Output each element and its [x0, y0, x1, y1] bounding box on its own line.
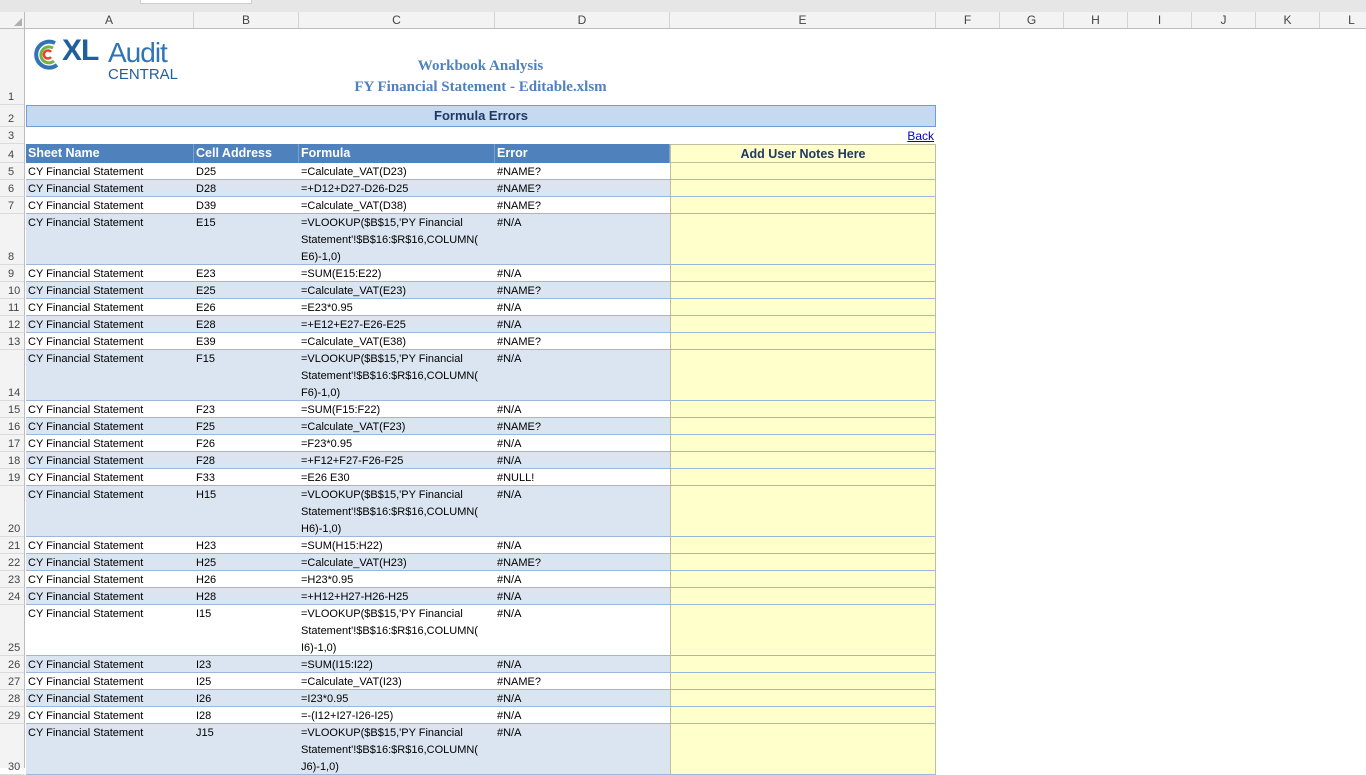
cell-sheet-name[interactable]: CY Financial Statement: [28, 472, 144, 484]
row-number: 5: [8, 166, 15, 178]
cell-formula[interactable]: [299, 554, 495, 570]
cell-error[interactable]: #N/A: [497, 489, 522, 501]
logo-audit-text: Audit: [108, 37, 167, 68]
formula-line: Statement'!$B$16:$R$16,COLUMN(: [301, 744, 478, 756]
formula-line: =+H12+H27-H26-H25: [301, 591, 409, 603]
cell-user-notes[interactable]: [670, 673, 936, 689]
formula-line: =Calculate_VAT(I23): [301, 676, 402, 688]
cell-address[interactable]: F23: [196, 404, 215, 416]
cell-address[interactable]: D25: [196, 166, 217, 178]
cell-formula[interactable]: [299, 180, 495, 196]
formula-line: J6)-1,0): [301, 761, 339, 773]
cell-user-notes[interactable]: [670, 333, 936, 349]
formula-line: =Calculate_VAT(E38): [301, 336, 407, 348]
cell-error[interactable]: #N/A: [497, 319, 522, 331]
cell-error[interactable]: #NAME?: [497, 421, 542, 433]
cell-formula[interactable]: [299, 605, 495, 655]
formula-line: =Calculate_VAT(F23): [301, 421, 406, 433]
cell-formula[interactable]: [299, 350, 495, 400]
formula-line: =VLOOKUP($B$15,'PY Financial: [301, 608, 463, 620]
cell-error[interactable]: #N/A: [497, 591, 522, 603]
table-row: [26, 435, 936, 452]
formula-line: =+E12+E27-E26-E25: [301, 319, 406, 331]
cell-sheet-name[interactable]: CY Financial Statement: [28, 404, 144, 416]
row-number: 4: [8, 149, 15, 161]
row-header[interactable]: [0, 452, 24, 469]
cell-formula[interactable]: [299, 265, 495, 281]
row-header[interactable]: [0, 144, 24, 163]
cell-error[interactable]: #NAME?: [497, 166, 542, 178]
cell-address[interactable]: E39: [196, 336, 216, 348]
cell-sheet-name[interactable]: CY Financial Statement: [28, 285, 144, 297]
row-number: 1: [8, 91, 15, 103]
table-row: [26, 486, 936, 537]
cell-error[interactable]: #NAME?: [497, 676, 542, 688]
cell-formula[interactable]: [299, 418, 495, 434]
column-header-e[interactable]: E: [670, 12, 936, 28]
cell-error[interactable]: #N/A: [497, 574, 522, 586]
cell-error[interactable]: #N/A: [497, 659, 522, 671]
cell-user-notes[interactable]: [670, 282, 936, 298]
row-number: 8: [8, 251, 15, 263]
cell-address[interactable]: H28: [196, 591, 217, 603]
cell-user-notes[interactable]: [670, 656, 936, 672]
formula-line: =Calculate_VAT(H23): [301, 557, 407, 569]
cell-user-notes[interactable]: [670, 571, 936, 587]
column-header-k[interactable]: K: [1256, 12, 1320, 28]
formula-line: F6)-1,0): [301, 387, 341, 399]
cell-error[interactable]: #N/A: [497, 455, 522, 467]
formula-line: E6)-1,0): [301, 251, 341, 263]
cell-user-notes[interactable]: [670, 197, 936, 213]
cell-address[interactable]: J15: [196, 727, 214, 739]
cell-formula[interactable]: [299, 469, 495, 485]
cell-address[interactable]: F26: [196, 438, 215, 450]
column-header-b[interactable]: B: [194, 12, 299, 28]
cell-user-notes[interactable]: [670, 724, 936, 774]
cell-sheet-name[interactable]: CY Financial Statement: [28, 421, 144, 433]
cell-address[interactable]: H23: [196, 540, 217, 552]
cell-user-notes[interactable]: [670, 452, 936, 468]
row-header[interactable]: [0, 673, 24, 690]
cell-formula[interactable]: [299, 197, 495, 213]
cell-formula[interactable]: [299, 435, 495, 451]
cell-address[interactable]: E28: [196, 319, 216, 331]
cell-address[interactable]: E26: [196, 302, 216, 314]
row-header[interactable]: [0, 554, 24, 571]
column-header-l[interactable]: L: [1320, 12, 1366, 28]
cell-formula[interactable]: [299, 401, 495, 417]
row-number: 9: [8, 268, 15, 280]
cell-address[interactable]: F25: [196, 421, 215, 433]
row-header[interactable]: [0, 537, 24, 554]
cell-error[interactable]: #N/A: [497, 710, 522, 722]
title-strip: [0, 0, 1366, 12]
cell-address[interactable]: H25: [196, 557, 217, 569]
table-row: [26, 163, 936, 180]
row-number: 7: [8, 200, 15, 212]
cell-address[interactable]: H15: [196, 489, 217, 501]
formula-line: =Calculate_VAT(D23): [301, 166, 407, 178]
table-row: [26, 690, 936, 707]
row-header[interactable]: [0, 105, 24, 127]
row-number: 10: [8, 285, 21, 297]
cell-user-notes[interactable]: [670, 350, 936, 400]
row-header[interactable]: [0, 316, 24, 333]
cell-address[interactable]: E23: [196, 268, 216, 280]
formula-line: I6)-1,0): [301, 642, 337, 654]
table-row: [26, 605, 936, 656]
cell-address[interactable]: E25: [196, 285, 216, 297]
cell-user-notes[interactable]: [670, 163, 936, 179]
cell-formula[interactable]: [299, 537, 495, 553]
cell-error[interactable]: #N/A: [497, 727, 522, 739]
table-row: [26, 282, 936, 299]
table-row: [26, 724, 936, 775]
report-title: Workbook Analysis: [417, 58, 544, 74]
table-row: [26, 656, 936, 673]
cell-address[interactable]: I28: [196, 710, 212, 722]
row-number: 22: [8, 557, 21, 569]
formula-line: =-(I12+I27-I26-I25): [301, 710, 394, 722]
cell-address[interactable]: I23: [196, 659, 212, 671]
row-header-bar: [0, 29, 25, 773]
row-header[interactable]: [0, 707, 24, 724]
cell-error[interactable]: #NULL!: [497, 472, 535, 484]
row-number: 13: [8, 336, 21, 348]
row-number: 30: [8, 761, 21, 773]
row-header[interactable]: [0, 656, 24, 673]
row-header[interactable]: [0, 299, 24, 316]
row-number: 28: [8, 693, 21, 705]
cell-user-notes[interactable]: [670, 537, 936, 553]
cell-address[interactable]: I15: [196, 608, 212, 620]
header-sheet-name: Sheet Name: [26, 144, 194, 163]
row-header[interactable]: [0, 571, 24, 588]
row-header[interactable]: [0, 724, 24, 775]
column-header-d[interactable]: D: [495, 12, 670, 28]
cell-error[interactable]: #NAME?: [497, 285, 542, 297]
row-header[interactable]: [0, 333, 24, 350]
row-header[interactable]: [0, 127, 24, 144]
formula-line: =E26 E30: [301, 472, 350, 484]
table-row: [26, 350, 936, 401]
cell-user-notes[interactable]: [670, 690, 936, 706]
row-number: 6: [8, 183, 15, 195]
table-row: [26, 469, 936, 486]
table-row: [26, 673, 936, 690]
row-number: 29: [8, 710, 21, 722]
row-number: 14: [8, 387, 21, 399]
row-header[interactable]: [0, 350, 24, 401]
row-header[interactable]: [0, 282, 24, 299]
row-number: 23: [8, 574, 21, 586]
cell-user-notes[interactable]: [670, 486, 936, 536]
row-number: 26: [8, 659, 21, 671]
cell-sheet-name[interactable]: CY Financial Statement: [28, 455, 144, 467]
row-header[interactable]: [0, 418, 24, 435]
cell-address[interactable]: D39: [196, 200, 217, 212]
cell-sheet-name[interactable]: CY Financial Statement: [28, 438, 144, 450]
cell-formula[interactable]: [299, 571, 495, 587]
header-formula: Formula: [299, 144, 495, 163]
header-user-notes: Add User Notes Here: [670, 144, 936, 163]
cell-user-notes[interactable]: [670, 316, 936, 332]
cell-error[interactable]: #NAME?: [497, 336, 542, 348]
cell-user-notes[interactable]: [670, 469, 936, 485]
cell-user-notes[interactable]: [670, 435, 936, 451]
select-all-corner[interactable]: [0, 12, 25, 28]
cell-address[interactable]: F28: [196, 455, 215, 467]
cell-sheet-name[interactable]: CY Financial Statement: [28, 489, 144, 501]
column-header-h[interactable]: H: [1064, 12, 1128, 28]
table-row: [26, 707, 936, 724]
cell-user-notes[interactable]: [670, 180, 936, 196]
formula-line: Statement'!$B$16:$R$16,COLUMN(: [301, 370, 478, 382]
row-number: 16: [8, 421, 21, 433]
table-row: [26, 316, 936, 333]
cell-formula[interactable]: [299, 724, 495, 774]
workbook-filename: FY Financial Statement - Editable.xlsm: [354, 79, 607, 95]
cell-formula[interactable]: [299, 163, 495, 179]
formula-line: =SUM(I15:I22): [301, 659, 373, 671]
table-row: [26, 588, 936, 605]
cell-formula[interactable]: [299, 214, 495, 264]
formula-line: =+D12+D27-D26-D25: [301, 183, 409, 195]
column-header-j[interactable]: J: [1192, 12, 1256, 28]
cell-address[interactable]: E15: [196, 217, 216, 229]
table-row: [26, 452, 936, 469]
cell-error[interactable]: #N/A: [497, 693, 522, 705]
cell-sheet-name[interactable]: CY Financial Statement: [28, 557, 144, 569]
cell-sheet-name[interactable]: CY Financial Statement: [28, 166, 144, 178]
cell-user-notes[interactable]: [670, 554, 936, 570]
cell-sheet-name[interactable]: CY Financial Statement: [28, 302, 144, 314]
cell-formula[interactable]: [299, 588, 495, 604]
cell-formula[interactable]: [299, 656, 495, 672]
row-header[interactable]: [0, 435, 24, 452]
formula-line: =SUM(H15:H22): [301, 540, 383, 552]
cell-sheet-name[interactable]: CY Financial Statement: [28, 268, 144, 280]
table-row: [26, 214, 936, 265]
cell-error[interactable]: #N/A: [497, 540, 522, 552]
row-header[interactable]: [0, 401, 24, 418]
cell-sheet-name[interactable]: CY Financial Statement: [28, 727, 144, 739]
row-header[interactable]: [0, 197, 24, 214]
table-row: [26, 299, 936, 316]
cell-user-notes[interactable]: [670, 214, 936, 264]
column-header-a[interactable]: A: [25, 12, 194, 28]
formula-line: =+F12+F27-F26-F25: [301, 455, 404, 467]
cell-sheet-name[interactable]: CY Financial Statement: [28, 217, 144, 229]
table-row: [26, 265, 936, 282]
formula-line: =Calculate_VAT(E23): [301, 285, 407, 297]
formula-line: Statement'!$B$16:$R$16,COLUMN(: [301, 234, 478, 246]
cell-formula[interactable]: [299, 282, 495, 298]
cell-error[interactable]: #N/A: [497, 353, 522, 365]
cell-formula[interactable]: [299, 707, 495, 723]
row-header[interactable]: [0, 29, 24, 105]
cell-formula[interactable]: [299, 316, 495, 332]
column-header-g[interactable]: G: [1000, 12, 1064, 28]
cell-user-notes[interactable]: [670, 299, 936, 315]
formula-line: =E23*0.95: [301, 302, 353, 314]
table-row: [26, 537, 936, 554]
column-header-bar: [0, 12, 1366, 29]
formula-line: Statement'!$B$16:$R$16,COLUMN(: [301, 506, 478, 518]
formula-line: =VLOOKUP($B$15,'PY Financial: [301, 353, 463, 365]
formula-line: =VLOOKUP($B$15,'PY Financial: [301, 489, 463, 501]
table-row: [26, 180, 936, 197]
cell-error[interactable]: #N/A: [497, 268, 522, 280]
cell-sheet-name[interactable]: CY Financial Statement: [28, 540, 144, 552]
cell-formula[interactable]: [299, 299, 495, 315]
sheet-tab-hint[interactable]: [140, 0, 252, 4]
row-header[interactable]: [0, 588, 24, 605]
cell-formula[interactable]: [299, 673, 495, 689]
table-row: [26, 418, 936, 435]
formula-line: Statement'!$B$16:$R$16,COLUMN(: [301, 625, 478, 637]
formula-line: =I23*0.95: [301, 693, 349, 705]
cell-sheet-name[interactable]: CY Financial Statement: [28, 659, 144, 671]
row-header[interactable]: [0, 690, 24, 707]
formula-line: =F23*0.95: [301, 438, 353, 450]
cell-address[interactable]: F15: [196, 353, 215, 365]
header-error: Error: [495, 144, 670, 163]
formula-line: =SUM(F15:F22): [301, 404, 381, 416]
cell-sheet-name[interactable]: CY Financial Statement: [28, 676, 144, 688]
column-header-i[interactable]: I: [1128, 12, 1192, 28]
row-number: 12: [8, 319, 21, 331]
cell-error[interactable]: #N/A: [497, 217, 522, 229]
cell-sheet-name[interactable]: CY Financial Statement: [28, 200, 144, 212]
cell-address[interactable]: F33: [196, 472, 215, 484]
row-number: 17: [8, 438, 21, 450]
cell-error[interactable]: #N/A: [497, 608, 522, 620]
formula-line: =VLOOKUP($B$15,'PY Financial: [301, 727, 463, 739]
cell-error[interactable]: #N/A: [497, 438, 522, 450]
cell-sheet-name[interactable]: CY Financial Statement: [28, 591, 144, 603]
table-row: [26, 571, 936, 588]
cell-address[interactable]: H26: [196, 574, 217, 586]
formula-line: =Calculate_VAT(D38): [301, 200, 407, 212]
cell-sheet-name[interactable]: CY Financial Statement: [28, 319, 144, 331]
row-header[interactable]: [0, 605, 24, 656]
cell-sheet-name[interactable]: CY Financial Statement: [28, 183, 144, 195]
row-header[interactable]: [0, 163, 24, 180]
column-header-f[interactable]: F: [936, 12, 1000, 28]
cell-error[interactable]: #NAME?: [497, 200, 542, 212]
section-banner: Formula Errors: [26, 105, 936, 127]
formula-line: H6)-1,0): [301, 523, 342, 535]
logo-xl-text: XL: [62, 34, 99, 67]
back-link[interactable]: Back: [907, 129, 934, 143]
row-number: 2: [8, 113, 15, 125]
row-number: 20: [8, 523, 21, 535]
formula-line: =SUM(E15:E22): [301, 268, 382, 280]
row-number: 15: [8, 404, 21, 416]
logo-central-text: CENTRAL: [108, 66, 179, 83]
cell-formula[interactable]: [299, 486, 495, 536]
cell-sheet-name[interactable]: CY Financial Statement: [28, 574, 144, 586]
cell-sheet-name[interactable]: CY Financial Statement: [28, 353, 144, 365]
row-number: 11: [8, 302, 20, 314]
cell-formula[interactable]: [299, 333, 495, 349]
cell-formula[interactable]: [299, 690, 495, 706]
row-number: 3: [8, 130, 15, 142]
row-header[interactable]: [0, 214, 24, 265]
row-number: 19: [8, 472, 21, 484]
cell-address[interactable]: D28: [196, 183, 217, 195]
column-header-c[interactable]: C: [299, 12, 495, 28]
row-number: 24: [8, 591, 21, 603]
cell-sheet-name[interactable]: CY Financial Statement: [28, 608, 144, 620]
cell-address[interactable]: I25: [196, 676, 212, 688]
header-cell-address: Cell Address: [194, 144, 299, 163]
cell-sheet-name[interactable]: CY Financial Statement: [28, 693, 144, 705]
row-number: 25: [8, 642, 21, 654]
row-number: 27: [8, 676, 21, 688]
table-row: [26, 554, 936, 571]
row-header[interactable]: [0, 469, 24, 486]
row-header[interactable]: [0, 265, 24, 282]
cell-user-notes[interactable]: [670, 265, 936, 281]
row-header[interactable]: [0, 180, 24, 197]
formula-line: =H23*0.95: [301, 574, 354, 586]
cell-formula[interactable]: [299, 452, 495, 468]
formula-line: =VLOOKUP($B$15,'PY Financial: [301, 217, 463, 229]
table-row: [26, 401, 936, 418]
cell-user-notes[interactable]: [670, 401, 936, 417]
cell-address[interactable]: I26: [196, 693, 212, 705]
cell-user-notes[interactable]: [670, 418, 936, 434]
cell-error[interactable]: #N/A: [497, 404, 522, 416]
row-header[interactable]: [0, 486, 24, 537]
cell-error[interactable]: #N/A: [497, 302, 522, 314]
cell-user-notes[interactable]: [670, 588, 936, 604]
cell-sheet-name[interactable]: CY Financial Statement: [28, 336, 144, 348]
cell-sheet-name[interactable]: CY Financial Statement: [28, 710, 144, 722]
table-row: [26, 197, 936, 214]
cell-user-notes[interactable]: [670, 707, 936, 723]
table-row: [26, 333, 936, 350]
cell-user-notes[interactable]: [670, 605, 936, 655]
row-number: 21: [8, 540, 21, 552]
cell-error[interactable]: #NAME?: [497, 183, 542, 195]
row-number: 18: [8, 455, 21, 467]
cell-error[interactable]: #NAME?: [497, 557, 542, 569]
